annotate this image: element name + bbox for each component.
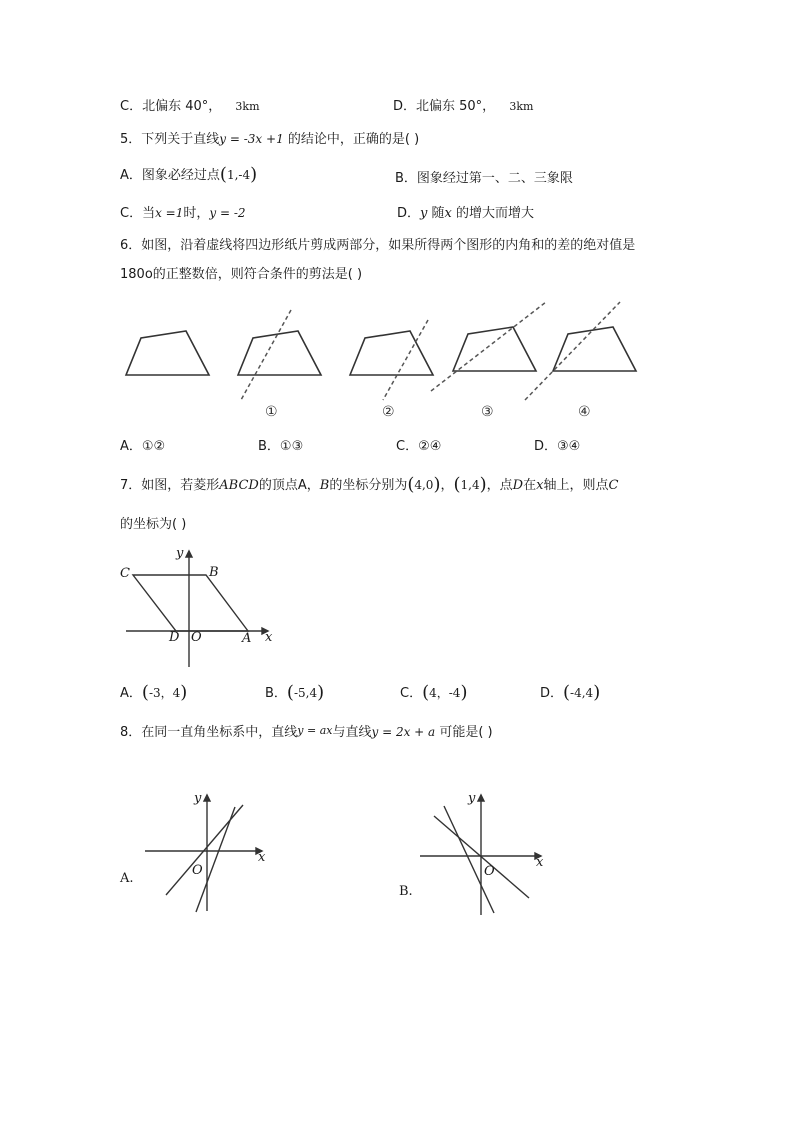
q6-option-d[interactable]: D．③④: [534, 439, 581, 454]
q8a-label-y: y: [194, 791, 202, 806]
q4-option-c-dist: 3km: [235, 100, 260, 113]
q5-option-d[interactable]: D．y 随x 的增大而增大: [397, 206, 535, 221]
q4-option-c-text: C．北偏东 40°，: [120, 99, 222, 114]
q7-label-a: A: [242, 631, 252, 646]
q6-stem-line1: 6．如图，沿着虚线将四边形纸片剪成两部分，如果所得两个图形的内角和的差的绝对值是: [120, 238, 636, 253]
q7-option-a[interactable]: A．(-3，4): [120, 682, 188, 703]
q6-fig-label-1: ①: [265, 404, 278, 420]
q8a-label-x: x: [258, 850, 266, 865]
q7-label-b: B: [209, 565, 219, 580]
q8-stem: 8．在同一直角坐标系中，直线y = ax与直线y = 2x + a 可能是( ): [120, 724, 493, 740]
q6-option-c[interactable]: C．②④: [396, 439, 442, 454]
q5-equation: y = -3x +1: [219, 132, 284, 146]
q8a-line-1: [196, 807, 235, 912]
q6-option-a[interactable]: A．①②: [120, 439, 166, 454]
q7-label-c: C: [120, 566, 130, 581]
q6-fig-label-3: ③: [481, 404, 494, 420]
q5-option-b[interactable]: B．图象经过第一、二、三象限: [395, 171, 573, 186]
q8b-line-1: [444, 806, 494, 913]
q8-figure-b: [420, 795, 544, 915]
q7-label-d: D: [169, 630, 180, 645]
q7-option-b[interactable]: B．(-5,4): [265, 682, 325, 703]
q8-option-b[interactable]: B.: [399, 884, 413, 899]
q4-option-d-text: D．北偏东 50°，: [393, 99, 496, 114]
q5-option-c[interactable]: C．当x =1时，y = -2: [120, 206, 246, 221]
q5-option-a[interactable]: A．图象必经过点(1,-4): [120, 164, 258, 185]
q4-option-d-dist: 3km: [509, 100, 534, 113]
q7-label-y: y: [176, 546, 184, 561]
q7-stem-line1: 7．如图，若菱形ABCD的顶点A，B的坐标分别为(4,0)，(1,4)，点D在x轴上，则点C: [120, 474, 619, 495]
q7-label-o: O: [191, 630, 202, 645]
q6-fig-label-2: ②: [382, 404, 395, 420]
q8a-label-o: O: [192, 863, 203, 878]
q6-fig-label-4: ④: [578, 404, 591, 420]
q8a-line-2: [166, 805, 243, 895]
q5-stem: 5．下列关于直线y = -3x +1 的结论中，正确的是( ): [120, 132, 420, 147]
q7-stem-line2: 的坐标为( ): [120, 517, 187, 532]
q7-option-c[interactable]: C．(4，-4): [400, 682, 468, 703]
q8b-label-x: x: [536, 855, 544, 870]
q6-option-b[interactable]: B．①③: [258, 439, 304, 454]
q6-stem-line2: 180o的正整数倍，则符合条件的剪法是( ): [120, 267, 363, 282]
q5-option-a-point: 1,-4: [226, 168, 251, 182]
q8b-label-y: y: [468, 791, 476, 806]
q8-option-a[interactable]: A.: [120, 871, 134, 886]
q8b-label-o: O: [484, 864, 495, 879]
q8-figure-a: [145, 795, 262, 912]
q7-option-d[interactable]: D．(-4,4): [540, 682, 601, 703]
q7-label-x: x: [265, 630, 273, 645]
